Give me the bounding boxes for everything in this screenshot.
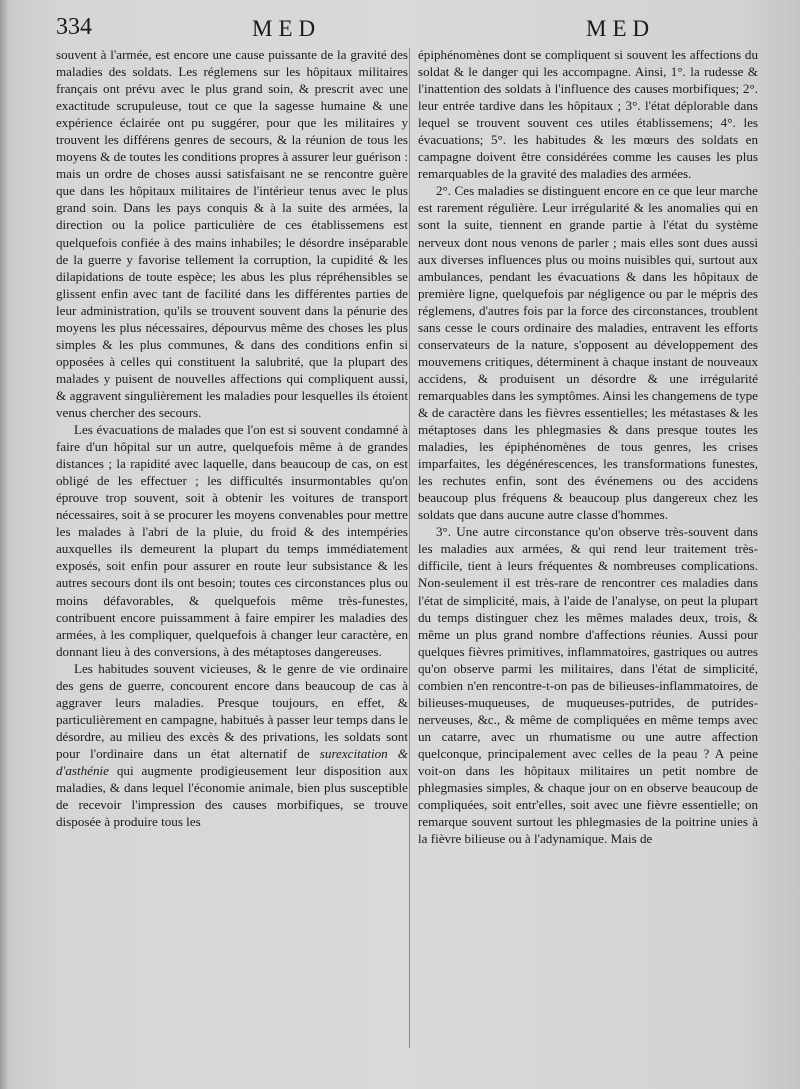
running-head-left: MED	[252, 16, 322, 41]
page-number: 334	[56, 14, 92, 40]
right-paragraph-3: 3°. Une autre circonstance qu'on observe très-souvent dans les maladies aux armées, & qui rend leur traitement très-difficile, tient à leurs fréquentes & nombreuses complications. Non-seulement il est très-rare de rencontrer ces maladies dans l'état de simplicité, mais, à l'aide de l'analyse, on peut la plupart du temps distinguer chez les mêmes malades deux, trois, & même un plus grand nombre d'affections réunies. Aussi pour quelques fièvres primitives, inflammatoires, gastriques ou autres qu'on observe parmi les militaires, dans l'état de simplicité, combien n'en rencontre-t-on pas de bilieuses-inflammatoires, de bilieuses-muqueuses, de muqueuses-putrides, de putrides-nerveuses, &c., & même de compliquées en même temps avec un catarre, avec un rhumatisme ou une autre affection quelconque, principalement avec celles de la peau ? A peine voit-on dans les hôpitaux militaires un petit nombre de phlegmasies simples, & chaque jour on en observe beaucoup de compliquées, soit entr'elles, soit avec une fièvre essentielle; on remarque souvent surtout les phlegmasies de la poitrine unies à la fièvre bilieuse ou à l'adynamique. Mais de	[418, 524, 758, 847]
left-paragraph-3	[56, 660, 408, 830]
left-column	[56, 46, 408, 830]
page-header	[56, 12, 760, 46]
right-column	[418, 46, 758, 847]
left-paragraph-3-italic: surexcitation & d'asthénie	[56, 745, 408, 778]
left-paragraph-2: Les évacuations de malades que l'on est si souvent condamné à faire d'un hôpital sur un autre, quelquefois même à de grandes distances ; la rapidité avec laquelle, dans beaucoup de cas, on est obligé de les effectuer ; les difficultés insurmontables qu'on éprouve trop souvent, soit à obtenir les voitures de transport nécessaires, soit à se procurer les moyens convenables pour mettre les malades à l'abri de la pluie, du froid & des intempéries auxquelles ils demeurent la plupart du temps immédiatement exposés, soit enfin pour assurer en route leur subsistance & les autres secours dont ils ont besoin; toutes ces circonstances plus ou moins défavorables, & quelquefois même très-funestes, contribuent encore puissamment à faire empirer les maladies des armées, à les compliquer, quelquefois à changer leur caractère, en donnant lieu à des conversions, à des métaptoses dangereuses.	[56, 422, 408, 659]
left-paragraph-1: souvent à l'armée, est encore une cause puissante de la gravité des maladies des soldats. Les réglemens sur les hôpitaux militaires français ont prévu avec le plus grand soin, & prescrit avec une exactitude scrupuleuse, tout ce que la sagesse humaine & une expérience éclairée ont pu suggérer, pour que les militaires y trouvent les différens genres de secours, & la réunion de tous les moyens & de toutes les conditions propres à assurer leur guérison : mais un ordre de choses aussi satisfaisant ne se rencontre guère que dans les hôpitaux militaires de l'intérieur tenus avec le plus grand soin. Dans les pays conquis & à la suite des armées, la direction ou la police particulière de ces établissemens est quelquefois confiée à des mains inhabiles; le désordre inséparable de la guerre y favorise tellement la corruption, la cupidité & les dilapidations de toute espèce; les abus les plus répréhensibles se glissent enfin avec tant de facilité dans les différentes parties de leur administration, qu'ils se trouvent souvent dans la pénurie des moyens les plus nécessaires, dépourvus même des choses les plus simples & les plus communes, & dans des conditions enfin si opposées à celles qui constituent la salubrité, que la plupart des malades y puisent de nouvelles affections qui compliquent aussi, & aggravent singulièrement les maladies pour lesquelles ils étoient venus chercher des secours.	[56, 47, 408, 420]
column-divider	[409, 48, 410, 1048]
right-paragraph-2: 2°. Ces maladies se distinguent encore en ce que leur marche est rarement régulière. Leur irrégularité & les anomalies qui en sont la suite, tiennent en grande partie à l'état du système nerveux dont nous venons de parler ; mais elles sont dues aussi aux diverses influences plus ou moins nuisibles qui, surtout aux ambulances, pendant les évacuations & dans les hôpitaux de première ligne, quelquefois par négligence ou par le mépris des réglemens, d'autres fois par la force des circonstances, troublent sans cesse le cours ordinaire des maladies, entravent les efforts conservateurs de la nature, s'opposent au développement des mouvemens critiques, déterminent à chaque instant de nouveaux accidens, & produisent un désordre & une irrégularité remarquables dans les symptômes. Ainsi les changemens de type & de caractère dans les fièvres essentielles; les métastases & les métaptoses dans les phlegmasies & dans presque toutes les maladies, les épiphénomènes de tous genres, les crises imparfaites, les dégénérescences, les transformations funestes, les rechutes enfin, sont des événemens ou des accidens beaucoup plus fréquens & beaucoup plus dangereux chez les soldats que dans aucune autre classe d'hommes.	[418, 183, 758, 523]
right-paragraph-1: épiphénomènes dont se compliquent si souvent les affections du soldat & le danger qui les accompagne. Ainsi, 1°. la rudesse & l'inattention des soldats à l'influence des causes morbifiques; 2°. leur entrée tardive dans les hôpitaux ; 3°. l'état déplorable dans lequel se trouvent souvent ces utiles établissemens; 4°. les évacuations; 5°. les habitudes & les mœurs des soldats en campagne doivent être considérées comme les causes les plus remarquables de la gravité des maladies des armées.	[418, 47, 758, 182]
left-paragraph-3-text-a: Les habitudes souvent vicieuses, & le genre de vie ordinaire des gens de guerre, concourent encore dans beaucoup de cas à aggraver leurs maladies. Presque toujours, en effet, & particulièrement en campagne, habitués à passer leur temps dans le désordre, au milieu des excès & des privations, les soldats sont pour l'ordinaire dans un état alternatif de	[56, 660, 408, 761]
binding-gutter-shadow	[0, 0, 10, 1089]
left-paragraph-3-text-b: qui augmente prodigieusement leur disposition aux maladies, & dans lequel l'économie animale, bien plus susceptible de recevoir l'impression des causes morbifiques, se trouve disposée à produire tous les	[56, 762, 408, 830]
running-head-right: MED	[586, 16, 656, 41]
